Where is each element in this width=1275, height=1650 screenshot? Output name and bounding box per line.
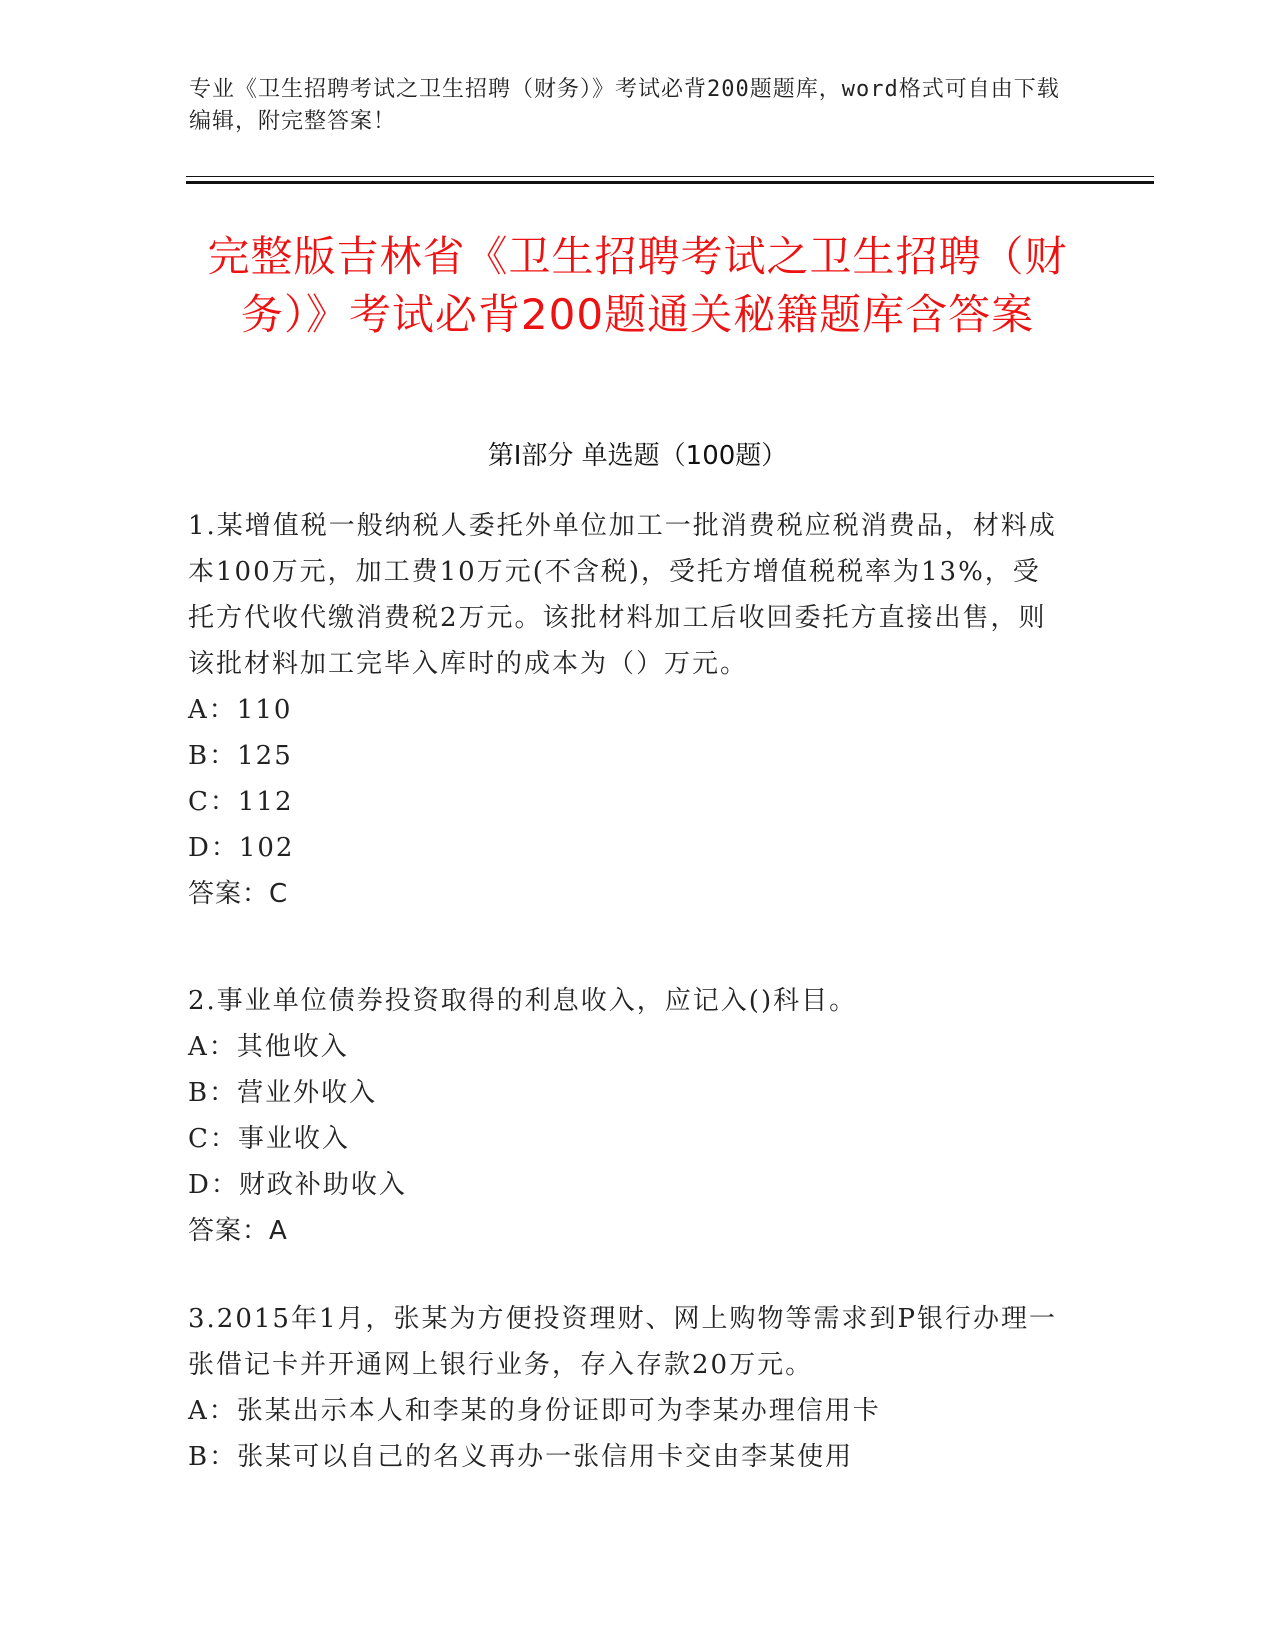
question-1: [188, 503, 1068, 917]
question-2: [188, 978, 1068, 1254]
header-divider-thick: [186, 181, 1154, 184]
question-stem: 3.2015年1月，张某为方便投资理财、网上购物等需求到P银行办理一张借记卡并开通网上银行业务，存入存款20万元。: [188, 1304, 1058, 1380]
section-title: 第I部分 单选题（100题）: [487, 441, 788, 471]
option-d: D：财政补助收入: [188, 1170, 407, 1200]
option-c: C：112: [188, 787, 294, 817]
header-note: 专业《卫生招聘考试之卫生招聘（财务）》考试必背200题题库，word格式可自由下载编辑，附完整答案！: [189, 77, 1060, 134]
option-a: A：110: [188, 695, 293, 725]
answer: 答案：C: [188, 879, 289, 909]
option-d: D：102: [188, 833, 295, 863]
header-divider-thin: [186, 176, 1154, 177]
option-b: B：125: [188, 741, 293, 771]
option-b: B：营业外收入: [188, 1078, 378, 1108]
option-c: C：事业收入: [188, 1124, 350, 1154]
option-a: A：其他收入: [188, 1032, 349, 1062]
option-a: A：张某出示本人和李某的身份证即可为李某办理信用卡: [188, 1396, 881, 1426]
document-title: 完整版吉林省《卫生招聘考试之卫生招聘（财务）》考试必背200题通关秘籍题库含答案: [207, 232, 1068, 339]
option-b: B：张某可以自己的名义再办一张信用卡交由李某使用: [188, 1442, 854, 1472]
answer: 答案：A: [188, 1216, 288, 1246]
question-stem: 1.某增值税一般纳税人委托外单位加工一批消费税应税消费品，材料成本100万元，加工费10万元(不含税)，受托方增值税税率为13%，受托方代收代缴消费税2万元。该批材料加工后收回委托方直接出售，则该批材料加工完毕入库时的成本为（）万元。: [188, 511, 1057, 679]
question-stem: 2.事业单位债券投资取得的利息收入，应记入()科目。: [188, 986, 858, 1016]
question-3: [188, 1296, 1068, 1480]
